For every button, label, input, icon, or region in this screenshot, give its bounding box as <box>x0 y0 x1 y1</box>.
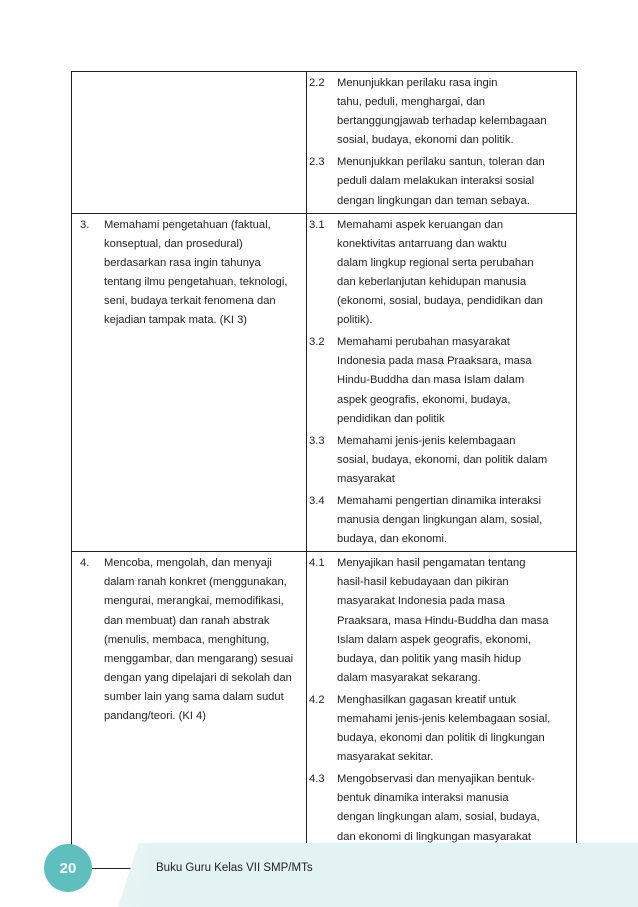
competency-text-line: memahami jenis-jenis kelembagaan sosial, <box>337 713 551 725</box>
competency-number: 3. <box>80 218 90 231</box>
table-row <box>72 72 577 214</box>
competency-text-line: dalam ranah konkret (menggunakan, <box>104 576 287 589</box>
competency-number: 3.2 <box>309 336 325 349</box>
competency-text-line: Memahami pengertian dinamika interaksi <box>337 494 541 507</box>
competency-number: 3.1 <box>309 218 325 231</box>
competency-text-line: masyarakat sekitar. <box>337 751 434 764</box>
competency-text-line: masyarakat Indonesia pada masa <box>337 595 505 608</box>
competency-text-line: politik). <box>337 314 373 327</box>
competency-text-line: Memahami jenis-jenis kelembagaan <box>337 434 516 447</box>
competency-text <box>337 333 572 428</box>
competency-text <box>104 216 302 331</box>
basic-competency-item <box>309 691 572 767</box>
competency-text-line: Memahami pengetahuan (faktual, <box>104 218 271 231</box>
table-row <box>72 552 577 869</box>
competency-text-line: Menghasilkan gagasan kreatif untuk <box>337 693 517 706</box>
competency-number: 4.3 <box>309 773 325 786</box>
competency-text-line: Mencoba, mengolah, dan menyaji <box>104 557 272 570</box>
competency-text-line: pandang/teori. (KI 4) <box>104 710 206 722</box>
competency-number: 4.1 <box>309 557 325 570</box>
basic-competency-item <box>309 74 572 150</box>
competency-number: 4.2 <box>309 693 325 706</box>
competency-text <box>337 153 572 210</box>
competency-text-line: Menyajikan hasil pengamatan tentang <box>337 557 526 570</box>
competency-text-line: berdasarkan rasa ingin tahunya <box>104 256 261 269</box>
competency-text-line: dengan yang dipelajari di sekolah dan <box>104 671 292 684</box>
core-competency-item <box>80 216 302 331</box>
page-number-badge: 20 <box>44 844 92 892</box>
basic-competency-cell <box>307 72 577 214</box>
footer-book-title: Buku Guru Kelas VII SMP/MTs <box>156 862 313 874</box>
basic-competency-item <box>309 554 572 688</box>
competency-text <box>337 691 572 767</box>
competency-text-line: budaya, dan ekonomi. <box>337 533 448 546</box>
competency-text-line: dalam masyarakat sekarang. <box>337 671 481 684</box>
competency-text-line: Indonesia pada masa Praaksara, masa <box>337 355 532 368</box>
basic-competency-item <box>309 333 572 428</box>
competency-table-body <box>72 72 577 869</box>
basic-competency-item <box>309 216 572 331</box>
core-competency-cell <box>72 213 307 552</box>
basic-competency-item <box>309 492 572 549</box>
competency-text-line: Memahami aspek keruangan dan <box>337 218 504 231</box>
competency-table <box>71 71 577 869</box>
basic-competency-cell <box>307 552 577 869</box>
competency-text-line: bentuk dinamika interaksi manusia <box>337 792 509 805</box>
competency-text-line: Islam dalam aspek geografis, ekonomi, <box>337 633 532 646</box>
competency-text-line: sosial, budaya, ekonomi, dan politik dalam <box>337 453 548 466</box>
competency-text-line: Menunjukkan perilaku rasa ingin <box>337 77 498 89</box>
competency-text-line: dan membuat) dan ranah abstrak <box>104 614 270 627</box>
competency-text-line: Hindu-Buddha dan masa Islam dalam <box>337 374 525 387</box>
competency-text-line: bertanggungjawab terhadap kelembagaan <box>337 115 547 128</box>
competency-text-line: hasil-hasil kebudayaan dan pikiran <box>337 576 509 589</box>
competency-text-line: tahu, peduli, menghargai, dan <box>337 96 486 109</box>
competency-text-line: (menulis, membaca, menghitung, <box>104 633 270 646</box>
core-competency-cell <box>72 552 307 869</box>
competency-number: 2.2 <box>309 77 325 89</box>
competency-text-line: dan ekonomi di lingkungan masyarakat <box>337 830 532 843</box>
competency-text-line: menggambar, dan mengarang) sesuai <box>104 652 294 665</box>
competency-number: 3.3 <box>309 434 325 447</box>
competency-text-line: masyarakat <box>337 472 395 485</box>
competency-text-line: mengurai, merangkai, memodifikasi, <box>104 595 284 608</box>
competency-text-line: dengan lingkungan alam, sosial, budaya, <box>337 811 540 824</box>
competency-text-line: (ekonomi, sosial, budaya, pendidikan dan <box>337 295 543 308</box>
competency-number: 3.4 <box>309 494 325 507</box>
competency-text <box>337 216 572 331</box>
competency-text <box>337 492 572 549</box>
competency-text-line: sumber lain yang sama dalam sudut <box>104 690 284 703</box>
competency-text-line: Menunjukkan perilaku santun, toleran dan <box>337 156 545 169</box>
competency-text-line: Praaksara, masa Hindu-Buddha dan masa <box>337 614 549 627</box>
competency-text-line: Memahami perubahan masyarakat <box>337 336 510 349</box>
basic-competency-item <box>309 432 572 489</box>
competency-text-line: tentang ilmu pengetahuan, teknologi, <box>104 275 288 288</box>
basic-competency-item <box>309 153 572 210</box>
competency-text-line: budaya, ekonomi dan politik di lingkungan <box>337 732 545 745</box>
competency-text-line: sosial, budaya, ekonomi dan politik. <box>337 134 514 147</box>
core-competency-cell <box>72 72 307 214</box>
footer-band <box>118 843 638 907</box>
competency-text <box>337 432 572 489</box>
competency-text-line: kejadian tampak mata. (KI 3) <box>104 314 248 327</box>
competency-text <box>104 554 302 726</box>
competency-text-line: Mengobservasi dan menyajikan bentuk- <box>337 773 535 786</box>
competency-text-line: peduli dalam melakukan interaksi sosial <box>337 175 535 188</box>
competency-text-line: dalam lingkup regional serta perubahan <box>337 256 534 269</box>
core-competency-item <box>80 554 302 726</box>
table-row <box>72 213 577 552</box>
competency-text-line: konseptual, dan prosedural) <box>104 237 243 250</box>
competency-number: 2.3 <box>309 156 325 169</box>
competency-text-line: dengan lingkungan dan teman sebaya. <box>337 194 530 207</box>
competency-text <box>337 74 572 150</box>
basic-competency-cell <box>307 213 577 552</box>
competency-text-line: budaya, dan politik yang masih hidup <box>337 652 522 665</box>
competency-number: 4. <box>80 557 90 570</box>
competency-text-line: aspek geografis, ekonomi, budaya, <box>337 393 511 406</box>
competency-text-line: dan keberlanjutan kehidupan manusia <box>337 275 527 288</box>
competency-text-line: konektivitas antarruang dan waktu <box>337 237 507 250</box>
competency-text <box>337 554 572 688</box>
competency-text-line: seni, budaya terkait fenomena dan <box>104 295 276 308</box>
competency-text-line: pendidikan dan politik <box>337 412 445 425</box>
competency-text-line: manusia dengan lingkungan alam, sosial, <box>337 514 543 527</box>
